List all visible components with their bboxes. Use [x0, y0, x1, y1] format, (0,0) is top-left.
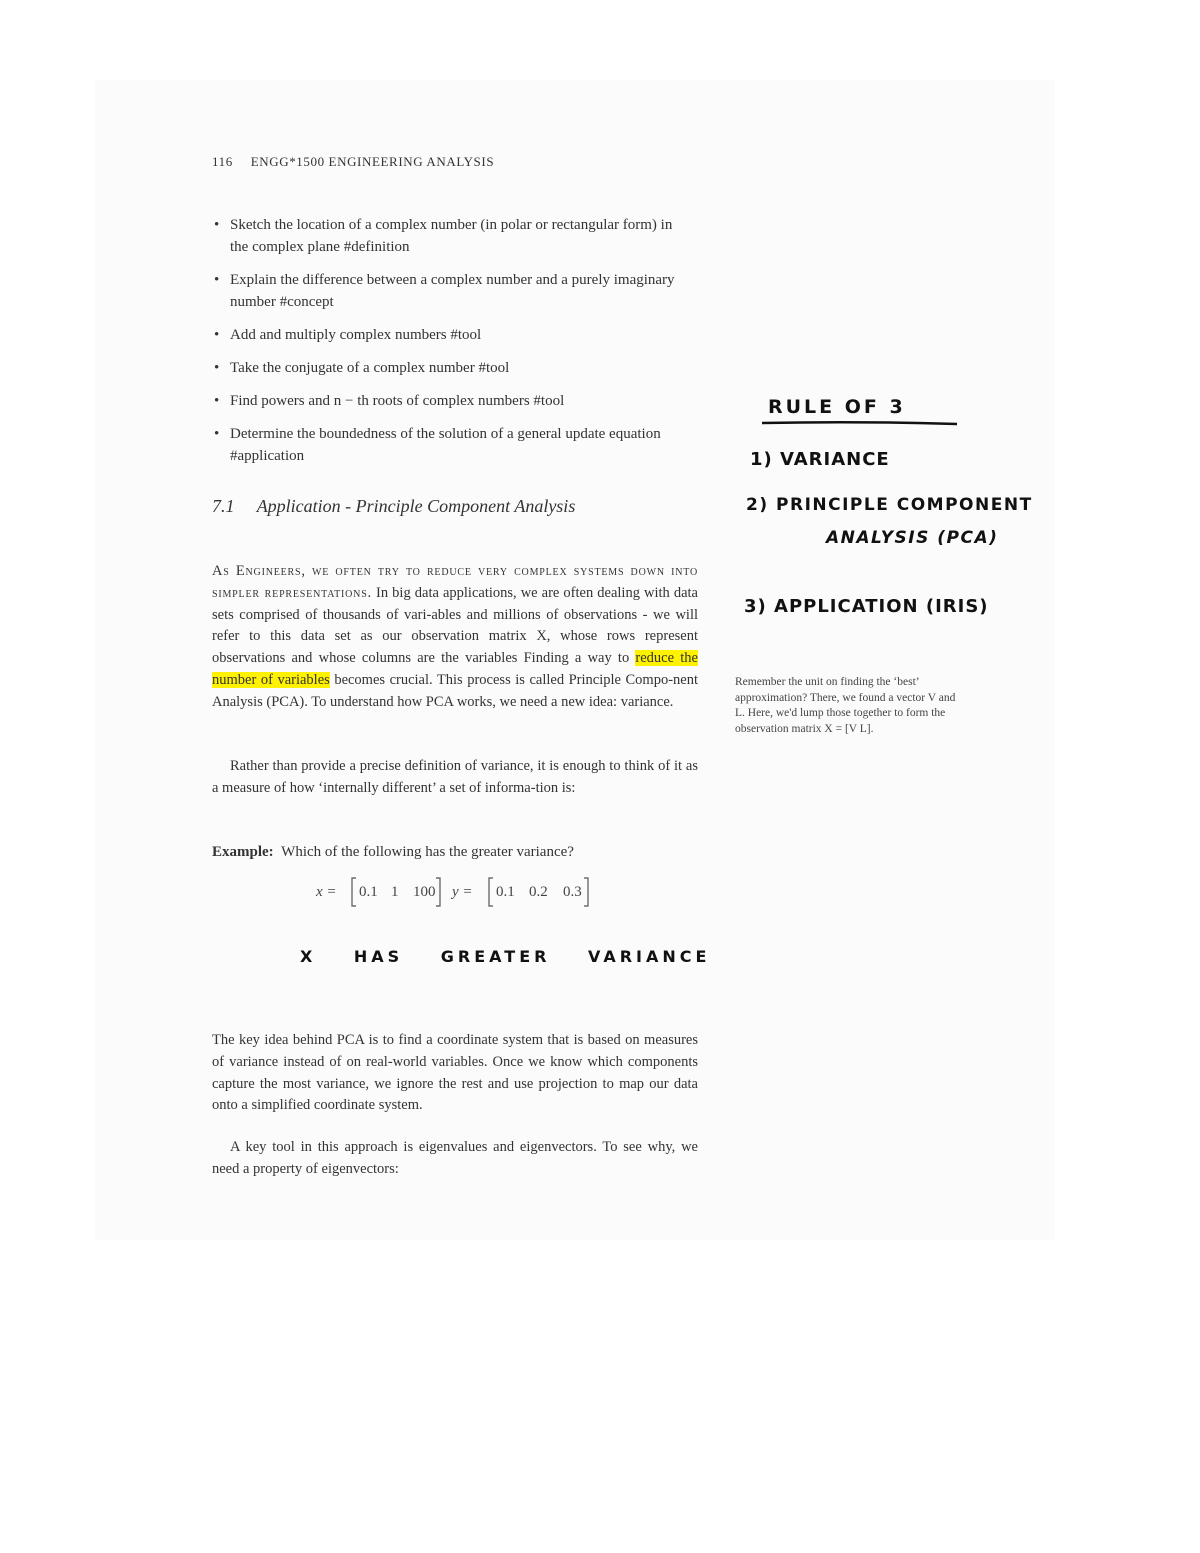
objective-item: • Determine the boundedness of the solution of a general update equation #application: [212, 423, 687, 467]
handwritten-item-3: 3) APPLICATION (IRIS): [744, 596, 989, 617]
margin-note: Remember the unit on finding the ‘best’ approximation? There, we found a vector V and L. Here, we'd lump those together to form the observation matrix X = [V L].: [735, 676, 956, 735]
paragraph-variance: Rather than provide a precise definition of variance, it is enough to think of it as a measure of how ‘internally different’ a set of informa-tion is:: [212, 758, 698, 796]
y-value: 0.3: [563, 884, 582, 900]
example-question: Which of the following has the greater variance?: [281, 844, 574, 860]
x-value: 0.1: [359, 884, 378, 900]
book-title: ENGG*1500 ENGINEERING ANALYSIS: [250, 154, 495, 169]
paragraph-text: becomes crucial. This process is called Principle Compo-nent Analysis (PCA). To understand how PCA works, we need a new idea: variance.: [212, 671, 698, 710]
objective-item: • Add and multiply complex numbers #tool: [212, 324, 687, 346]
objective-item: • Find powers and n − th roots of complex numbers #tool: [212, 390, 687, 412]
section-number: 7.1: [212, 496, 235, 516]
handwritten-item-1: 1) VARIANCE: [750, 449, 890, 470]
example-label: Example:: [212, 844, 274, 860]
objective-item: • Explain the difference between a complex number and a purely imaginary number #concept: [212, 269, 687, 313]
y-vector-name: y =: [452, 884, 473, 900]
small-caps-lead: As Engineers, we often try to reduce very complex systems down into simpler representations.: [212, 563, 698, 601]
x-vector-name: x =: [316, 884, 337, 900]
paragraph-key-idea: The key idea behind PCA is to find a coordinate system that is based on measures of variance instead of on real-world variables. Once we know which components capture the most variance, we ignore the rest and use projection to map our data onto a simplified coordinate system.: [212, 1032, 698, 1114]
handwritten-answer: X HAS GREATER VARIANCE: [300, 947, 711, 966]
handwritten-item-2: 2) PRINCIPLE COMPONENT: [746, 495, 1033, 515]
highlighted-text: reduce the number of variables: [212, 650, 698, 688]
handwritten-item-2-cont: ANALYSIS (PCA): [826, 528, 999, 548]
handwritten-title: RULE OF 3: [768, 396, 906, 418]
paragraph-text: In big data applications, we are often dealing with data sets comprised of thousands of vari-ables and millions of observations - we will refer to this data set as our observation matrix X, whose rows represent observations and whose columns are the variables Finding a way to: [212, 584, 698, 667]
y-value: 0.2: [529, 884, 548, 900]
objective-item: • Sketch the location of a complex number (in polar or rectangular form) in the complex plane #definition: [212, 214, 687, 258]
handwritten-underline: [762, 422, 957, 424]
page-number: 116: [212, 154, 233, 169]
y-value: 0.1: [496, 884, 515, 900]
section-title: Application - Principle Component Analysis: [256, 496, 576, 516]
paragraph-eigen: A key tool in this approach is eigenvalues and eigenvectors. To see why, we need a property of eigenvectors:: [212, 1139, 698, 1177]
x-value: 1: [391, 884, 399, 900]
x-value: 100: [413, 884, 436, 900]
objective-item: • Take the conjugate of a complex number #tool: [212, 357, 687, 379]
